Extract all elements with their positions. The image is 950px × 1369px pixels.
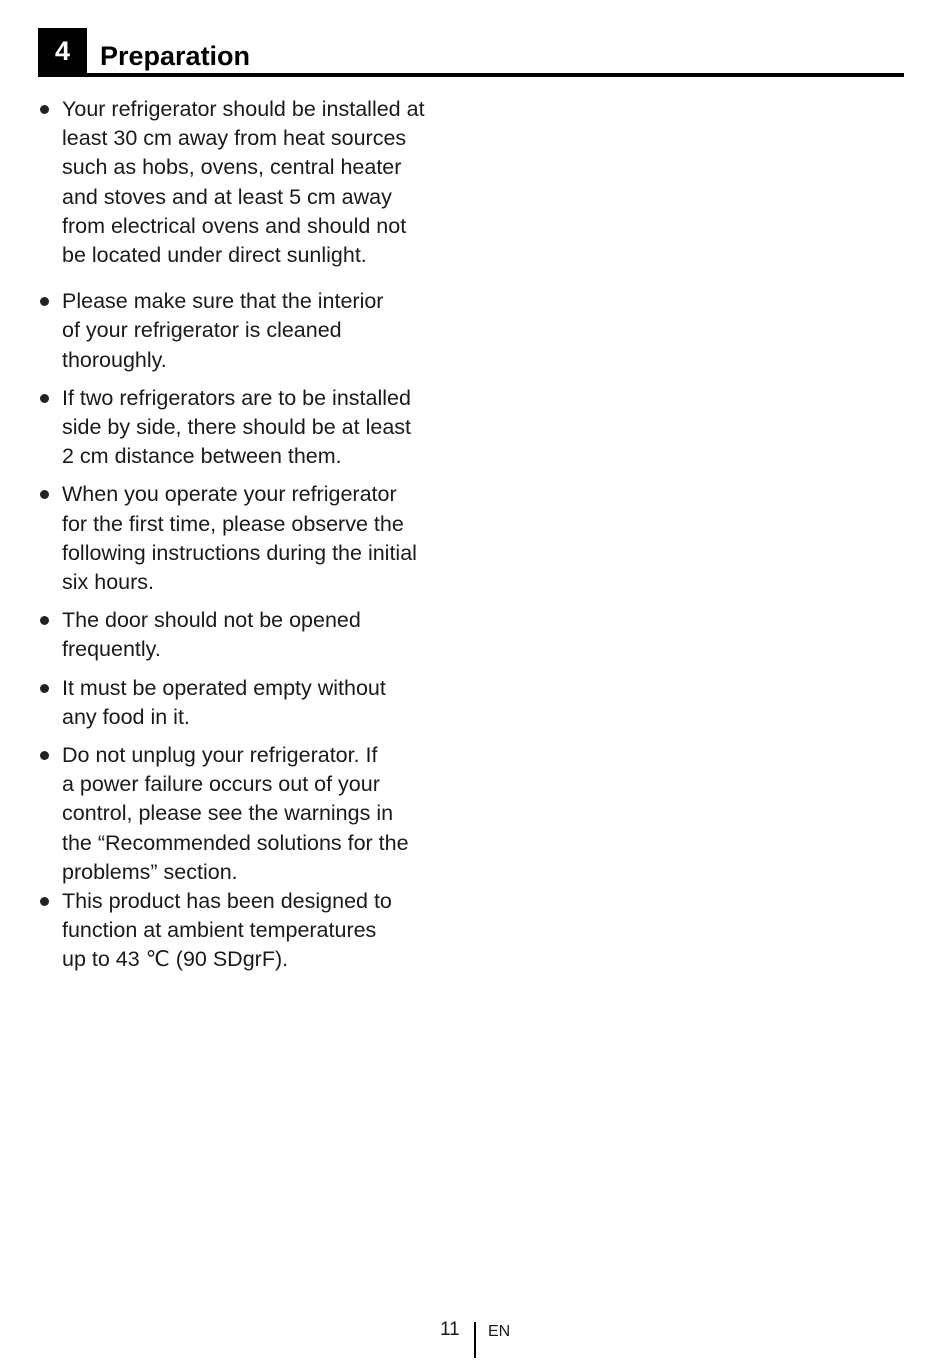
bullet-text: This product has been designed to function at ambient temperatures up to 43 ℃ (90 SDgrF). (62, 889, 392, 972)
bullet-item (38, 95, 458, 270)
bullet-text: Please make sure that the interior of your refrigerator is cleaned thoroughly. (62, 289, 384, 372)
header-rule (38, 73, 904, 77)
bullet-dot-icon (40, 897, 49, 906)
preparation-bullet-list (38, 95, 458, 984)
page-number: 11 (440, 1319, 460, 1340)
bullet-dot-icon (40, 394, 49, 403)
bullet-dot-icon (40, 616, 49, 625)
bullet-item (38, 287, 458, 375)
bullet-dot-icon (40, 751, 49, 760)
language-code: EN (488, 1323, 511, 1340)
bullet-text: Do not unplug your refrigerator. If a power failure occurs out of your control, please see the warnings in the “Recommended solutions for the problems” section. (62, 743, 409, 884)
footer-divider (474, 1322, 476, 1358)
bullet-item (38, 674, 458, 732)
bullet-item (38, 887, 458, 975)
bullet-item (38, 480, 458, 597)
bullet-item (38, 741, 458, 887)
bullet-dot-icon (40, 490, 49, 499)
bullet-dot-icon (40, 105, 49, 114)
bullet-text: Your refrigerator should be installed at least 30 cm away from heat sources such as hobs, ovens, central heater and stoves and at least 5 cm away from electrical ovens and should not be located under direct sunlight. (62, 97, 425, 268)
bullet-dot-icon (40, 297, 49, 306)
bullet-text: It must be operated empty without any food in it. (62, 675, 386, 729)
bullet-text: If two refrigerators are to be installed side by side, there should be at least 2 cm distance between them. (62, 385, 411, 469)
section-title: Preparation (100, 41, 251, 71)
section-number-badge: 4 (38, 28, 87, 77)
section-header (38, 28, 904, 78)
bullet-item (38, 606, 458, 664)
page-footer (0, 1314, 950, 1360)
bullet-text: The door should not be opened frequently. (62, 608, 361, 662)
bullet-item (38, 384, 458, 472)
bullet-dot-icon (40, 684, 49, 693)
bullet-text: When you operate your refrigerator for the first time, please observe the following instructions during the initial six hours. (62, 482, 417, 595)
